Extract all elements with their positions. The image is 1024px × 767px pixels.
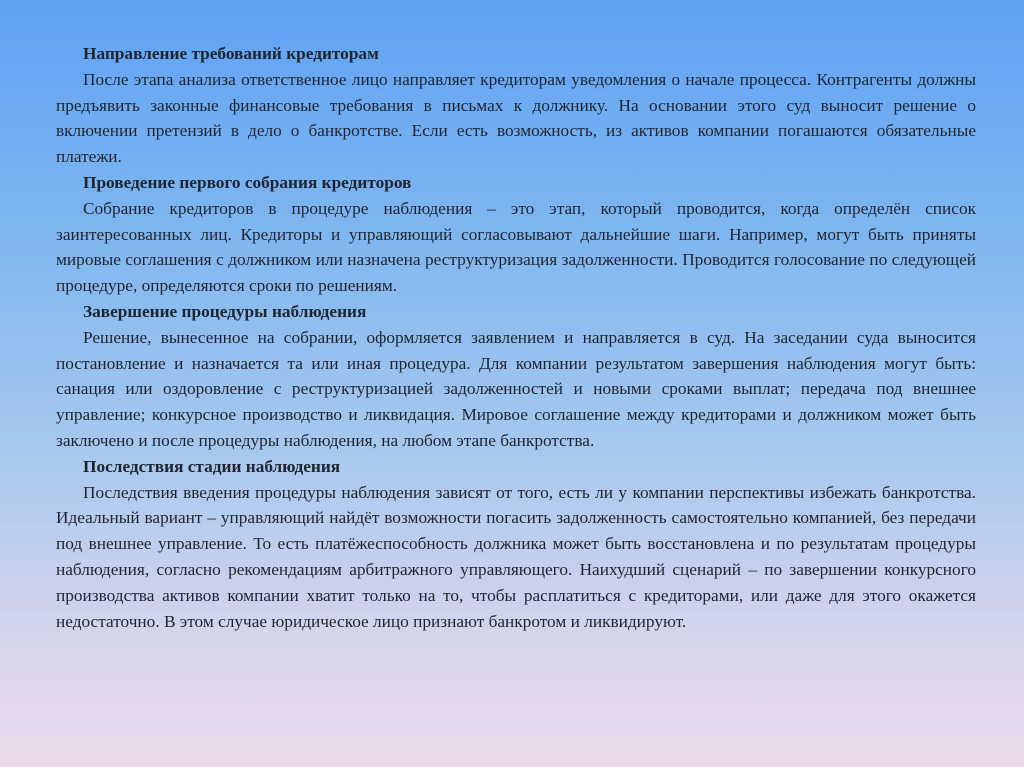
section-heading-creditor-claims: Направление требований кредиторам <box>83 44 379 63</box>
section-text-observation-end: Решение, вынесенное на собрании, оформляется заявлением и направляется в суд. На заседании суда выносится постановление и назначается та или иная процедура. Для компании результатом завершения наблюдения могут быть: санация или оздоровление с реструктуризацией задолженностей и новыми сроками выплат; передача под внешнее управление; конкурсное производство и ликвидация. Мировое соглашение между кредиторами и должником может быть заключено и после процедуры наблюдения, на любом этапе банкротства. <box>56 327 976 450</box>
section-text-consequences: Последствия введения процедуры наблюдения зависят от того, есть ли у компании перспективы избежать банкротства. Идеальный вариант – управляющий найдёт возможности погасить задолженность самостоятельно компанией, без передачи под внешнее управление. То есть платёжеспособность должника может быть восстановлена и по результатам процедуры наблюдения, согласно рекомендациям арбитражного управляющего. Наихудший сценарий – по завершении конкурсного производства активов компании хватит только на то, чтобы расплатиться с кредиторами, или даже для этого окажется недостаточно. В этом случае юридическое лицо признают банкротом и ликвидируют. <box>56 482 976 631</box>
section-text-first-meeting: Собрание кредиторов в процедуре наблюдения – это этап, который проводится, когда определён список заинтересованных лиц. Кредиторы и управляющий согласовывают дальнейшие шаги. Например, могут быть приняты мировые соглашения с должником или назначена реструктуризация задолженности. Проводится голосование по следующей процедуре, определяются сроки по решениям. <box>56 198 976 296</box>
slide-text-block <box>56 41 976 634</box>
section-heading-first-meeting: Проведение первого собрания кредиторов <box>83 172 412 192</box>
section-heading-observation-end: Завершение процедуры наблюдения <box>83 301 367 321</box>
section-text-creditor-claims: После этапа анализа ответственное лицо направляет кредиторам уведомления о начале процесса. Контрагенты должны предъявить законные финансовые требования в письмах к должнику. На основании этого суд выносит решение о включении претензий в дело о банкротстве. Если есть возможность, из активов компании погашаются обязательные платежи. <box>56 69 976 167</box>
section-heading-consequences: Последствия стадии наблюдения <box>83 456 341 476</box>
